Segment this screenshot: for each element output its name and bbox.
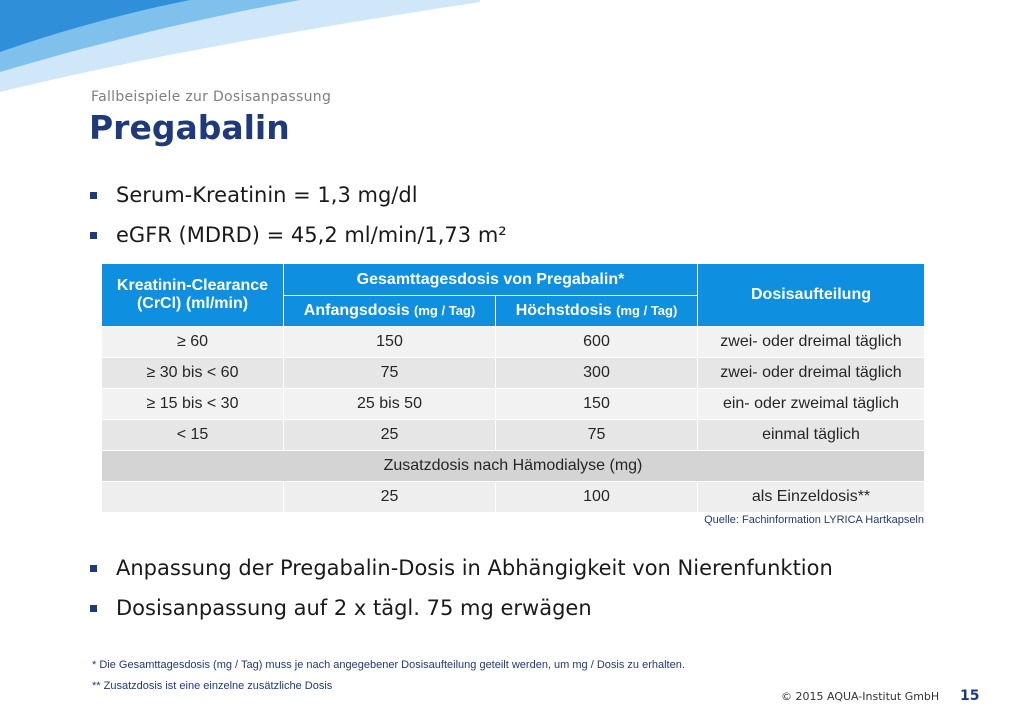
list-item <box>90 588 833 628</box>
cell-crcl: ≥ 60 <box>102 327 284 358</box>
cell-max-dose: 300 <box>496 358 698 389</box>
header-start-dose-unit: (mg / Tag) <box>414 303 476 318</box>
page-number: 15 <box>960 688 980 704</box>
header-dose-split: Dosisaufteilung <box>698 264 925 327</box>
footnote-1: * Die Gesamttagesdosis (mg / Tag) muss je nach angegebener Dosisaufteilung geteilt werden, um mg / Dosis zu erhalten. <box>92 659 685 671</box>
cell-dose-split: zwei- oder dreimal täglich <box>698 327 925 358</box>
table-row <box>102 358 925 389</box>
slide-subtitle: Fallbeispiele zur Dosisanpassung <box>91 89 332 105</box>
cell-start-dose: 150 <box>284 327 496 358</box>
header-total-daily-dose: Gesamttagesdosis von Pregabalin* <box>284 264 698 296</box>
bullet-square-icon <box>90 565 97 572</box>
table-row <box>102 327 925 358</box>
cell-dose-split: ein- oder zweimal täglich <box>698 389 925 420</box>
list-item <box>90 548 833 588</box>
cell-dose-split: als Einzeldosis** <box>698 482 925 513</box>
slide-title: Pregabalin <box>89 108 290 147</box>
header-decoration-swoosh <box>0 0 480 100</box>
header-max-dose-unit: (mg / Tag) <box>616 303 678 318</box>
cell-crcl: < 15 <box>102 420 284 451</box>
footnote-2: ** Zusatzdosis ist eine einzelne zusätzliche Dosis <box>92 680 333 692</box>
table-row <box>102 420 925 451</box>
recommendations-list <box>90 548 833 628</box>
bullet-square-icon <box>90 192 97 199</box>
cell-max-dose: 75 <box>496 420 698 451</box>
header-max-dose-label: Höchstdosis <box>515 302 612 319</box>
lab-value-creatinine: Serum-Kreatinin = 1,3 mg/dl <box>116 183 418 207</box>
cell-start-dose: 25 bis 50 <box>284 389 496 420</box>
cell-crcl <box>102 482 284 513</box>
cell-max-dose: 100 <box>496 482 698 513</box>
bullet-square-icon <box>90 605 97 612</box>
recommendation-text: Anpassung der Pregabalin-Dosis in Abhängigkeit von Nierenfunktion <box>116 556 833 580</box>
dosage-table <box>101 263 925 513</box>
table-source: Quelle: Fachinformation LYRICA Hartkapseln <box>704 514 924 526</box>
table-row <box>102 389 925 420</box>
header-crcl-line1: Kreatinin-Clearance <box>116 277 269 294</box>
header-crcl <box>102 264 284 327</box>
cell-start-dose: 75 <box>284 358 496 389</box>
header-start-dose <box>284 296 496 327</box>
cell-max-dose: 150 <box>496 389 698 420</box>
header-start-dose-label: Anfangsdosis <box>303 302 410 319</box>
table-row <box>102 451 925 482</box>
header-crcl-line2: (CrCl) (ml/min) <box>136 295 249 312</box>
cell-crcl: ≥ 30 bis < 60 <box>102 358 284 389</box>
list-item <box>90 215 507 255</box>
cell-start-dose: 25 <box>284 420 496 451</box>
cell-dose-split: zwei- oder dreimal täglich <box>698 358 925 389</box>
lab-value-egfr: eGFR (MDRD) = 45,2 ml/min/1,73 m² <box>116 223 507 247</box>
footnotes <box>92 655 685 697</box>
table-row <box>102 482 925 513</box>
list-item <box>90 175 507 215</box>
copyright-notice: © 2015 AQUA-Institut GmbH <box>781 690 940 703</box>
bullet-square-icon <box>90 232 97 239</box>
cell-start-dose: 25 <box>284 482 496 513</box>
cell-crcl: ≥ 15 bis < 30 <box>102 389 284 420</box>
recommendation-text: Dosisanpassung auf 2 x tägl. 75 mg erwägen <box>116 596 592 620</box>
cell-dialysis-subheader: Zusatzdosis nach Hämodialyse (mg) <box>102 451 925 482</box>
cell-max-dose: 600 <box>496 327 698 358</box>
header-max-dose <box>496 296 698 327</box>
lab-values-list <box>90 175 507 255</box>
cell-dose-split: einmal täglich <box>698 420 925 451</box>
